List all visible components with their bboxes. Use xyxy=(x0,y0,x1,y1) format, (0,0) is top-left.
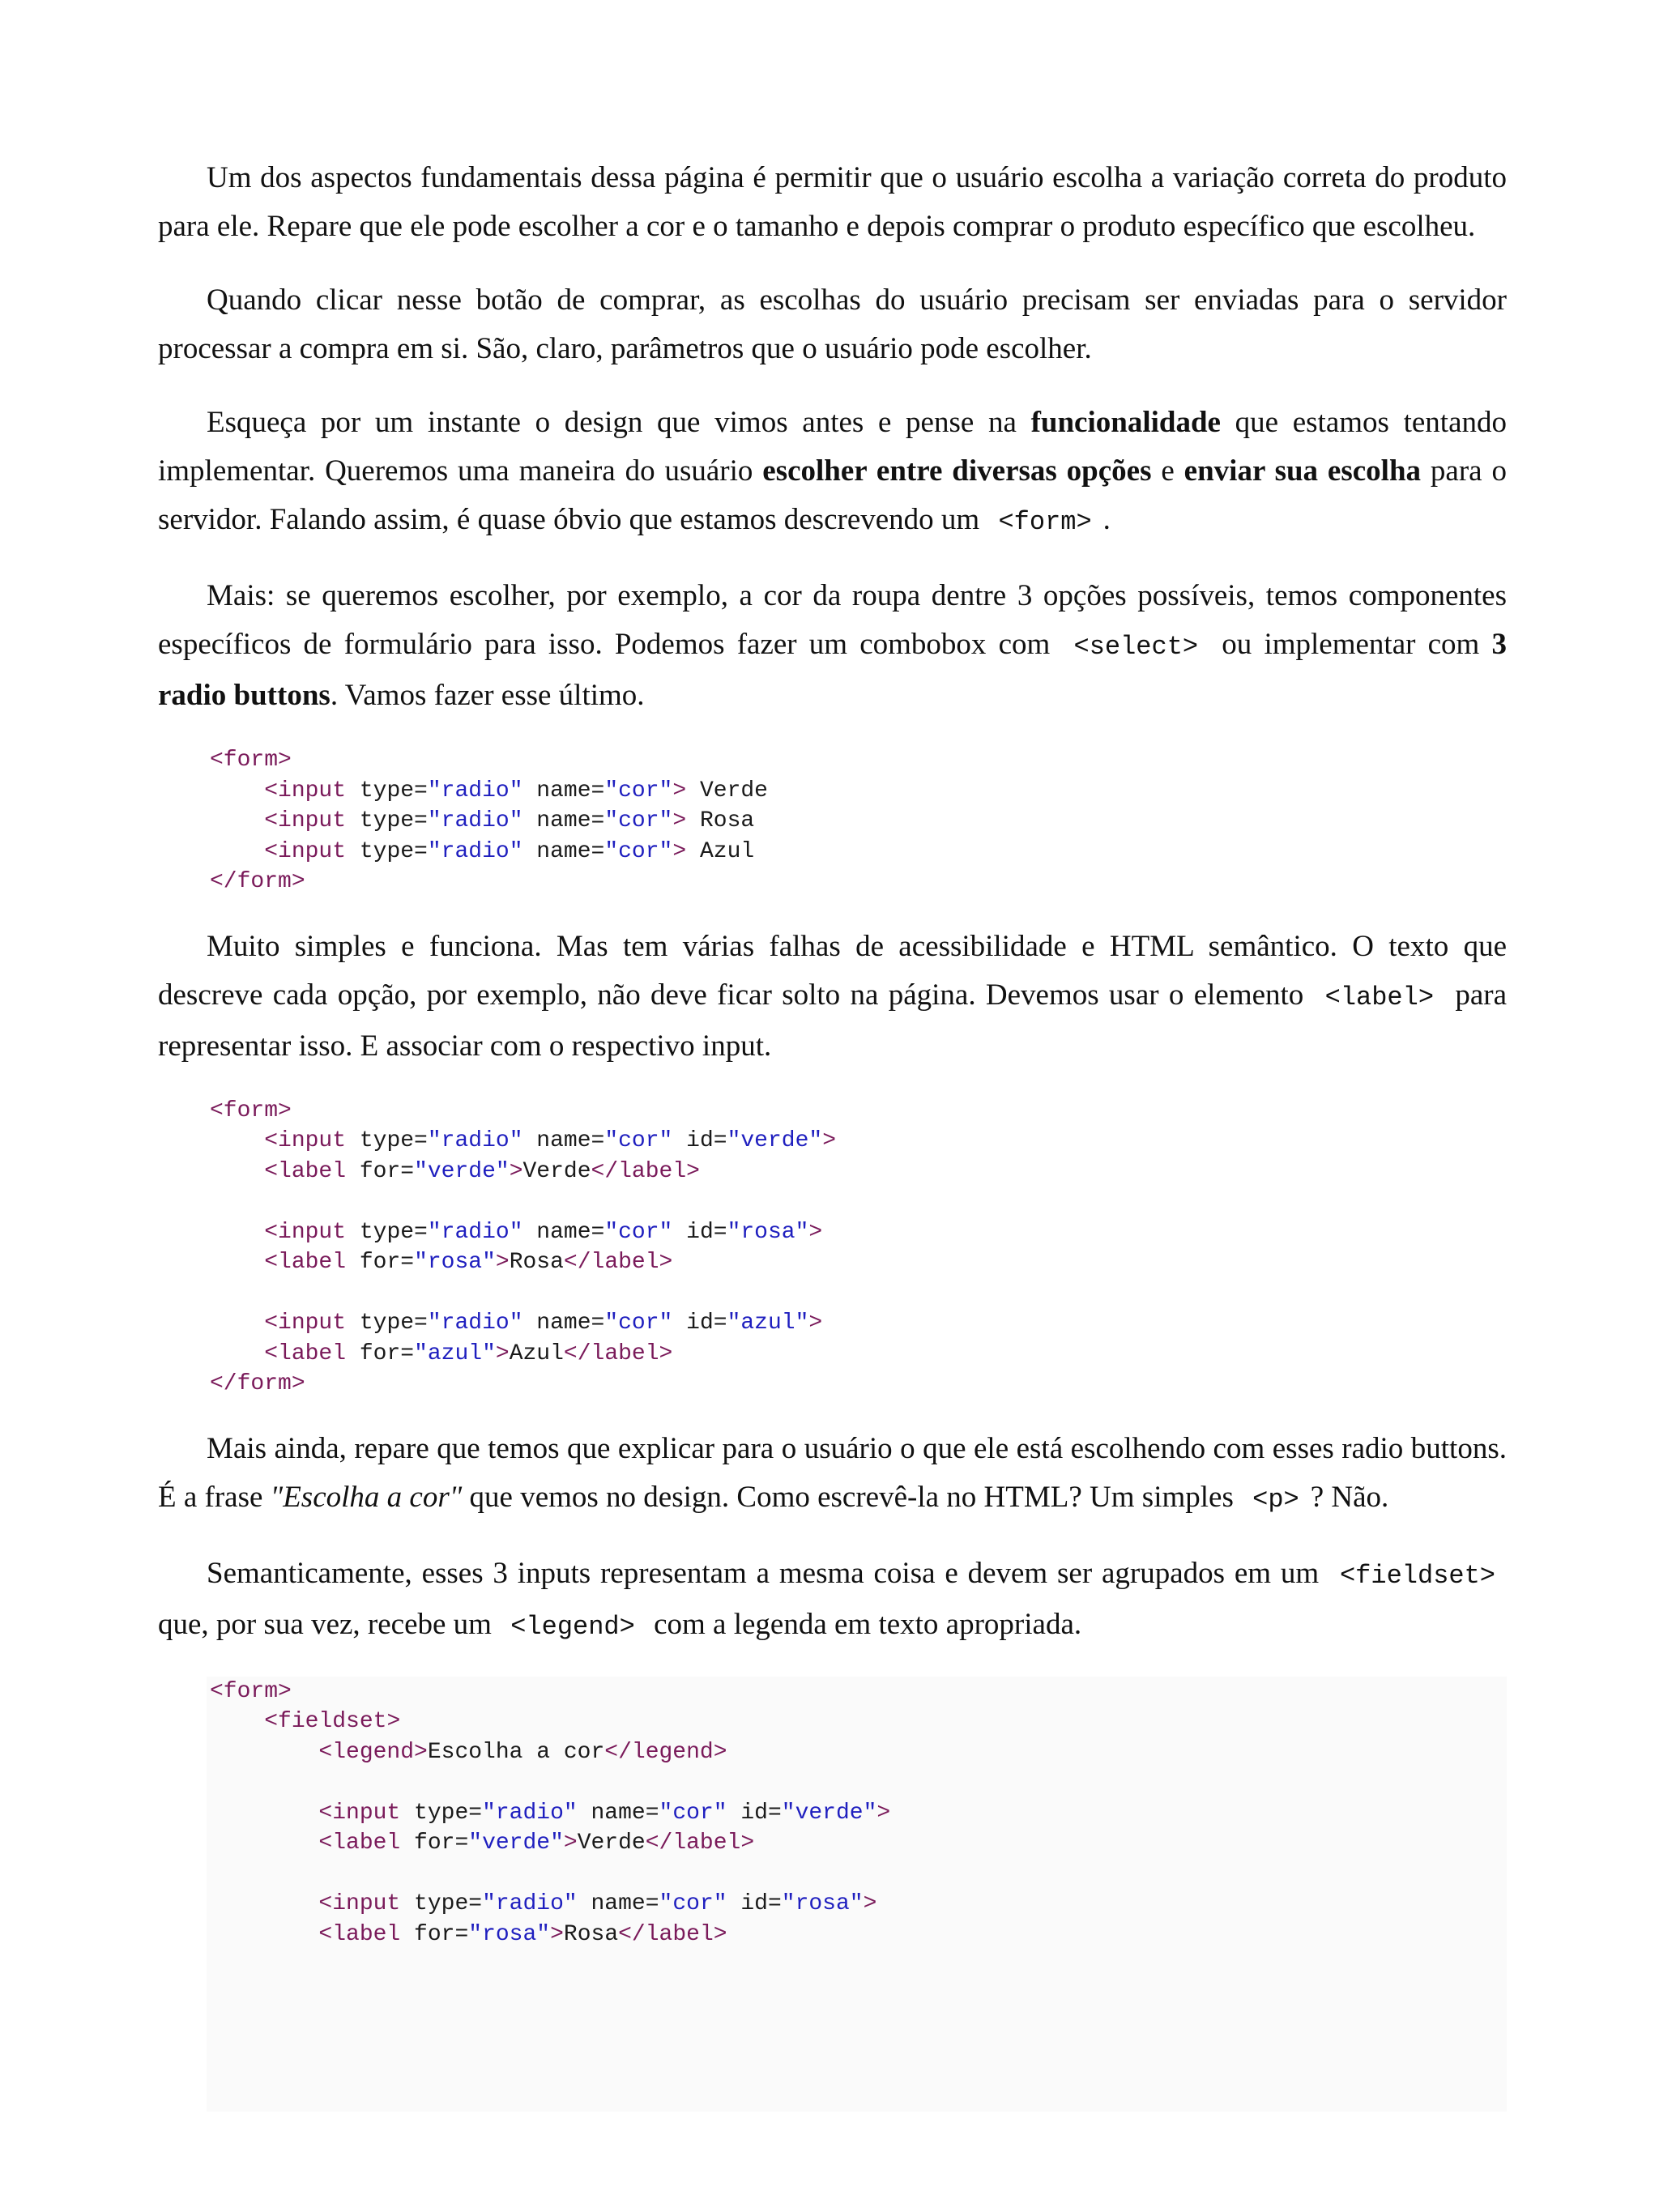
code-block-2 xyxy=(158,1096,1507,1400)
code-attr: name= xyxy=(522,1128,605,1153)
code-line xyxy=(210,1096,1507,1127)
code-attr: id= xyxy=(672,1128,727,1153)
code-line xyxy=(210,1798,1507,1829)
code-line xyxy=(210,776,1507,807)
code-attr: type= xyxy=(400,1891,483,1916)
code-line xyxy=(210,1126,1507,1157)
code-block-3 xyxy=(158,1677,1507,2112)
code-attr: name= xyxy=(522,778,605,803)
code-attr: name= xyxy=(522,1311,605,1336)
code-tag: > xyxy=(550,1921,564,1947)
text: Mais: se queremos escolher, por exemplo, a cor da roupa dentre 3 opções possíveis, temos componentes específicos de formulário para isso. Podemos fazer um combobox com xyxy=(158,579,1507,661)
code-line xyxy=(210,867,1507,897)
paragraph-5 xyxy=(158,923,1507,1071)
code-tag: > xyxy=(563,1831,578,1856)
text: . Vamos fazer esse último. xyxy=(330,679,645,712)
code-attr: id= xyxy=(672,1311,727,1336)
code-attr: id= xyxy=(672,1219,727,1245)
code-line xyxy=(210,745,1507,776)
code-text: Azul xyxy=(509,1340,564,1366)
code-attr: type= xyxy=(346,778,428,803)
code-attr: name= xyxy=(577,1891,659,1916)
italic-text: "Escolha a cor" xyxy=(270,1480,463,1514)
code-string: "cor" xyxy=(604,838,673,864)
code-line xyxy=(210,1247,1507,1278)
code-tag: > xyxy=(822,1128,836,1153)
code-line xyxy=(210,1217,1507,1248)
text: Um dos aspectos fundamentais dessa página é permitir que o usuário escolha a variação correta do produto para ele. Repare que ele pode escolher a cor e o tamanho e depois comprar o produto específico que escolheu. xyxy=(158,161,1507,243)
code-string: "verde" xyxy=(414,1158,510,1184)
code-string: "rosa" xyxy=(781,1891,864,1916)
code-line xyxy=(210,1707,1507,1737)
text: Esqueça por um instante o design que vimos antes e pense na xyxy=(207,406,1031,439)
code-attr: id= xyxy=(727,1891,782,1916)
inline-code: <p> xyxy=(1252,1484,1299,1515)
code-line xyxy=(210,1369,1507,1400)
code-line xyxy=(210,1920,1507,1950)
code-attr: type= xyxy=(346,1128,428,1153)
code-line-empty xyxy=(210,1859,1507,1890)
code-text: Verde xyxy=(577,1831,646,1856)
code-string: "radio" xyxy=(427,1128,523,1153)
code-string: "radio" xyxy=(427,808,523,833)
code-tag: > xyxy=(672,808,687,833)
text: para o servidor. Falando assim, é quase óbvio que estamos descrevendo um xyxy=(158,454,1507,536)
code-tag: > xyxy=(808,1311,823,1336)
paragraph-4 xyxy=(158,572,1507,720)
code-string: "radio" xyxy=(427,778,523,803)
code-string: "azul" xyxy=(414,1340,496,1366)
code-attr: type= xyxy=(346,808,428,833)
code-string: "rosa" xyxy=(468,1921,551,1947)
code-string: "radio" xyxy=(482,1891,578,1916)
code-string: "radio" xyxy=(427,838,523,864)
code-string: "rosa" xyxy=(414,1250,496,1275)
code-attr: for= xyxy=(346,1250,415,1275)
paragraph-3 xyxy=(158,399,1507,547)
code-tag: > xyxy=(876,1800,891,1826)
code-text: Azul xyxy=(686,838,755,864)
code-tag: <fieldset> xyxy=(264,1709,401,1734)
code-tag: <label xyxy=(264,1250,347,1275)
code-attr: for= xyxy=(346,1158,415,1184)
code-tag: > xyxy=(509,1158,523,1184)
code-attr: type= xyxy=(400,1800,483,1826)
code-string: "verde" xyxy=(781,1800,877,1826)
text: para representar isso. E associar com o respectivo input. xyxy=(158,978,1508,1063)
code-tag: <input xyxy=(264,838,347,864)
code-string: "cor" xyxy=(659,1800,727,1826)
text: que estamos tentando implementar. Queremos uma maneira do usuário xyxy=(158,406,1508,488)
code-string: "azul" xyxy=(727,1311,809,1336)
code-string: "radio" xyxy=(427,1219,523,1245)
code-attr: name= xyxy=(522,808,605,833)
code-attr: name= xyxy=(577,1800,659,1826)
text: Mais ainda, repare que temos que explicar para o usuário o que ele está escolhendo com esses radio buttons. É a frase xyxy=(158,1431,1507,1514)
code-tag: > xyxy=(808,1219,823,1245)
code-tag: </label> xyxy=(618,1921,727,1947)
code-attr: name= xyxy=(522,838,605,864)
text: Semanticamente, esses 3 inputs representam a mesma coisa e devem ser agrupados em um xyxy=(207,1556,1328,1590)
code-string: "verde" xyxy=(727,1128,823,1153)
text: Quando clicar nesse botão de comprar, as escolhas do usuário precisam ser enviadas para o servidor processar a compra em si. São, claro, parâmetros que o usuário pode escolher. xyxy=(158,283,1507,365)
code-tag: <form> xyxy=(210,748,292,773)
code-attr: for= xyxy=(400,1921,469,1947)
inline-code: <fieldset> xyxy=(1339,1560,1495,1591)
code-attr: type= xyxy=(346,838,428,864)
code-attr: for= xyxy=(346,1340,415,1366)
code-tag: </legend> xyxy=(604,1739,727,1765)
code-tag: <form> xyxy=(210,1097,292,1123)
code-tag: <legend> xyxy=(318,1739,428,1765)
paragraph-7 xyxy=(158,1549,1507,1652)
text: . xyxy=(1102,503,1111,536)
bold-text: enviar sua escolha xyxy=(1183,454,1422,488)
code-text: Rosa xyxy=(509,1250,564,1275)
text: com a legenda em texto apropriada. xyxy=(646,1607,1082,1641)
code-line xyxy=(210,1737,1507,1768)
code-string: "cor" xyxy=(604,808,673,833)
code-attr: type= xyxy=(346,1219,428,1245)
code-tag: <label xyxy=(264,1340,347,1366)
code-text: Escolha a cor xyxy=(427,1739,605,1765)
code-tag: </form> xyxy=(210,1371,305,1396)
code-tag: <form> xyxy=(210,1678,292,1704)
code-tag: <input xyxy=(264,808,347,833)
code-line-empty xyxy=(210,1767,1507,1798)
code-tag: <label xyxy=(318,1921,401,1947)
code-tag: <input xyxy=(264,778,347,803)
code-tag: </form> xyxy=(210,869,305,894)
code-text: Verde xyxy=(522,1158,591,1184)
text: e xyxy=(1151,454,1184,488)
code-text: Rosa xyxy=(686,808,755,833)
code-text: Verde xyxy=(686,778,768,803)
code-string: "radio" xyxy=(482,1800,578,1826)
code-attr: name= xyxy=(522,1219,605,1245)
code-string: "cor" xyxy=(659,1891,727,1916)
code-string: "radio" xyxy=(427,1311,523,1336)
code-tag: > xyxy=(495,1250,510,1275)
code-tag: > xyxy=(863,1891,877,1916)
code-line xyxy=(210,1339,1507,1370)
bold-text: escolher entre diversas opções xyxy=(762,454,1152,488)
code-line xyxy=(210,1889,1507,1920)
code-tag: > xyxy=(672,778,687,803)
paragraph-2 xyxy=(158,276,1507,373)
code-text: Rosa xyxy=(563,1921,619,1947)
code-tag: > xyxy=(495,1340,510,1366)
document-page xyxy=(158,154,1507,2112)
code-string: "cor" xyxy=(604,778,673,803)
bold-text: funcionalidade xyxy=(1030,406,1221,439)
code-tag: <input xyxy=(264,1311,347,1336)
code-string: "cor" xyxy=(604,1219,673,1245)
code-line xyxy=(210,1308,1507,1339)
code-tag: <label xyxy=(264,1158,347,1184)
text: ou implementar com xyxy=(1209,628,1492,661)
code-line xyxy=(210,806,1507,837)
bold-text: 3 radio buttons xyxy=(158,628,1507,712)
code-tag: <input xyxy=(318,1800,401,1826)
code-string: "rosa" xyxy=(727,1219,809,1245)
code-line-empty xyxy=(210,1187,1507,1217)
inline-code: <select> xyxy=(1073,632,1199,662)
code-tag: <label xyxy=(318,1831,401,1856)
code-tag: </label> xyxy=(591,1158,700,1184)
text: Muito simples e funciona. Mas tem várias falhas de acessibilidade e HTML semântico. O texto que descreve cada opção, por exemplo, não deve ficar solto na página. Devemos usar o elemento xyxy=(158,929,1507,1012)
code-tag: <input xyxy=(264,1128,347,1153)
code-string: "verde" xyxy=(468,1831,564,1856)
code-line xyxy=(210,1828,1507,1859)
paragraph-6 xyxy=(158,1425,1507,1524)
text: ? Não. xyxy=(1310,1480,1389,1514)
code-line xyxy=(210,1157,1507,1187)
code-tag: </label> xyxy=(563,1250,673,1275)
code-string: "cor" xyxy=(604,1311,673,1336)
code-string: "cor" xyxy=(604,1128,673,1153)
code-tag: </label> xyxy=(563,1340,673,1366)
code-attr: type= xyxy=(346,1311,428,1336)
inline-code: <label> xyxy=(1324,982,1435,1012)
code-line xyxy=(210,837,1507,867)
code-tag: > xyxy=(672,838,687,864)
text: que vemos no design. Como escrevê-la no HTML? Um simples xyxy=(462,1480,1242,1514)
code-tag: <input xyxy=(264,1219,347,1245)
inline-code: <legend> xyxy=(510,1611,635,1642)
code-attr: for= xyxy=(400,1831,469,1856)
inline-code: <form> xyxy=(998,507,1092,537)
text: que, por sua vez, recebe um xyxy=(158,1607,500,1641)
code-attr: id= xyxy=(727,1800,782,1826)
code-line xyxy=(210,1677,1507,1707)
code-line-empty xyxy=(210,1278,1507,1309)
code-tag: </label> xyxy=(645,1831,755,1856)
paragraph-1 xyxy=(158,154,1507,251)
code-tag: <input xyxy=(318,1891,401,1916)
code-block-1 xyxy=(158,745,1507,897)
